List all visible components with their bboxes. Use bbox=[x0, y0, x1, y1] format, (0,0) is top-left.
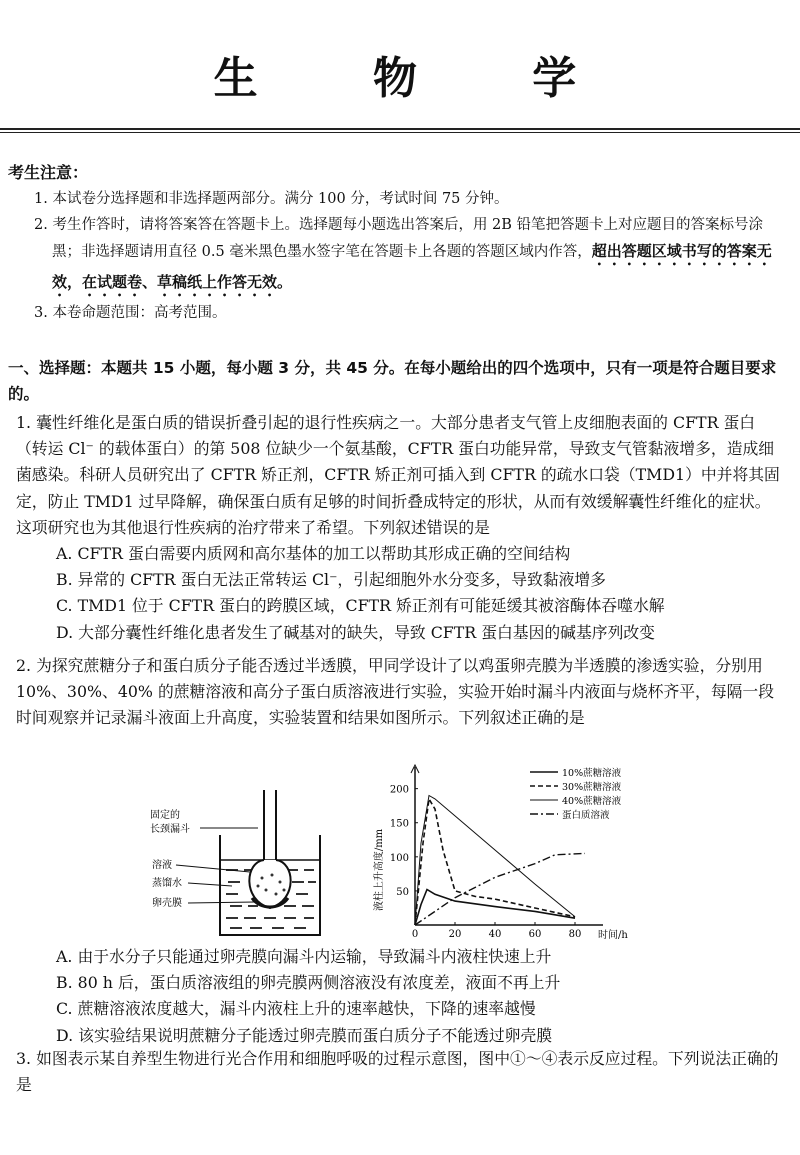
label-water: 蒸馏水 bbox=[152, 878, 182, 889]
legend-label: 40%蔗糖溶液 bbox=[562, 796, 622, 807]
question-2-option-d: D. 该实验结果说明蔗糖分子能透过卵壳膜而蛋白质分子不能透过卵壳膜 bbox=[56, 1025, 553, 1045]
label-fixed: 固定的 bbox=[150, 810, 180, 821]
question-1-option-b: B. 异常的 CFTR 蛋白无法正常转运 Cl⁻，引起细胞外水分变多，导致黏液增多 bbox=[56, 570, 606, 590]
divider bbox=[0, 128, 800, 130]
y-tick-label: 150 bbox=[389, 818, 409, 830]
question-1-option-a: A. CFTR 蛋白需要内质网和高尔基体的加工以帮助其形成正确的空间结构 bbox=[56, 544, 571, 564]
question-3 bbox=[16, 1046, 784, 1098]
x-tick-label: 40 bbox=[488, 929, 502, 940]
label-solution: 溶液 bbox=[152, 860, 172, 871]
x-tick-label: 20 bbox=[448, 929, 462, 940]
question-1-option-d: D. 大部分囊性纤维化患者发生了碱基对的缺失，导致 CFTR 蛋白基因的碱基序列改变 bbox=[56, 622, 655, 642]
legend-label: 10%蔗糖溶液 bbox=[562, 768, 622, 779]
y-tick-label: 50 bbox=[396, 886, 409, 898]
osmosis-apparatus-diagram bbox=[150, 790, 335, 940]
question-1-option-c: C. TMD1 位于 CFTR 蛋白的跨膜区域，CFTR 矫正剂有可能延缓其被溶酶体吞噬水解 bbox=[56, 596, 665, 616]
notice-head: 考生注意： bbox=[8, 163, 89, 182]
chart-ylabel: 液柱上升高度/mm bbox=[374, 828, 385, 912]
y-tick-label: 200 bbox=[389, 784, 409, 796]
notice-emphasis: 超出答题区域书写的答案无效，在试题卷、草稿纸上作答无效。 bbox=[52, 242, 772, 291]
question-2-stem: 2. 为探究蔗糖分子和蛋白质分子能否透过半透膜，甲同学设计了以鸡蛋卵壳膜为半透膜的渗透实验，分别用 10%、30%、40% 的蔗糖溶液和高分子蛋白质溶液进行实验，实验开始时漏斗内液面与烧杯齐平，每隔一段时间观察并记录漏斗液面上升高度，实验装置和结果如图所示。下列叙述正确的是 bbox=[16, 656, 775, 728]
question-3-stem: 3. 如图表示某自养型生物进行光合作用和细胞呼吸的过程示意图，图中①～④表示反应过程。下列说法正确的是 bbox=[16, 1049, 779, 1095]
question-2-option-c: C. 蔗糖溶液浓度越大，漏斗内液柱上升的速率越快，下降的速率越慢 bbox=[56, 999, 536, 1019]
section-heading: 一、选择题：本题共 15 小题，每小题 3 分，共 45 分。在每小题给出的四个选项中，只有一项是符合题目要求的。 bbox=[8, 359, 777, 403]
series-line bbox=[415, 853, 585, 925]
question-2-option-b: B. 80 h 后，蛋白质溶液组的卵壳膜两侧溶液没有浓度差，液面不再上升 bbox=[56, 973, 561, 993]
page-title: 生 物 学 bbox=[213, 53, 627, 104]
label-funnel: 长颈漏斗 bbox=[150, 824, 190, 835]
label-membrane: 卵壳膜 bbox=[152, 898, 182, 909]
notice-block bbox=[8, 160, 788, 326]
question-1-stem: 1. 囊性纤维化是蛋白质的错误折叠引起的退行性疾病之一。大部分患者支气管上皮细胞表面的 CFTR 蛋白（转运 Cl⁻ 的载体蛋白）的第 508 位缺少一个氨基酸，CFTR 蛋白功能异常，导致支气管黏液增多，造成细菌感染。科研人员研究出了 CFTR 矫正剂，CFTR 矫正剂可插入到 CFTR 的疏水口袋（TMD1）中并将其固定，防止 TMD1 过早降解，确保蛋白质有足够的时间折叠成特定的形状，从而有效缓解囊性纤维化的症状。这项研究也为其他退行性疾病的治疗带来了希望。下列叙述错误的是 bbox=[16, 413, 780, 537]
osmosis-line-chart bbox=[360, 760, 660, 950]
divider bbox=[0, 132, 800, 133]
question-1 bbox=[16, 410, 784, 646]
x-tick-label: 0 bbox=[411, 929, 419, 940]
question-2 bbox=[16, 653, 784, 732]
notice-item-3: 3. 本卷命题范围：高考范围。 bbox=[34, 305, 227, 321]
legend-label: 30%蔗糖溶液 bbox=[562, 782, 622, 793]
question-2-options bbox=[16, 944, 784, 1049]
notice-item-2 bbox=[26, 212, 788, 300]
series-line bbox=[415, 890, 575, 926]
chart-xlabel: 时间/h bbox=[598, 930, 628, 941]
question-2-option-a: A. 由于水分子只能通过卵壳膜向漏斗内运输，导致漏斗内液柱快速上升 bbox=[56, 947, 552, 966]
x-tick-label: 60 bbox=[528, 929, 542, 940]
notice-item-1: 1. 本试卷分选择题和非选择题两部分。满分 100 分，考试时间 75 分钟。 bbox=[34, 191, 509, 207]
legend-label: 蛋白质溶液 bbox=[562, 810, 610, 821]
series-line bbox=[415, 796, 575, 926]
y-tick-label: 100 bbox=[389, 852, 409, 864]
x-tick-label: 80 bbox=[568, 929, 582, 940]
notice-item-2-text: 2. 考生作答时，请将答案答在答题卡上。选择题每小题选出答案后，用 2B 铅笔把答题卡上对应题目的答案标号涂黑；非选择题请用直径 0.5 毫米黑色墨水签字笔在答题卡上各题的答题区域内作答， bbox=[34, 217, 764, 260]
